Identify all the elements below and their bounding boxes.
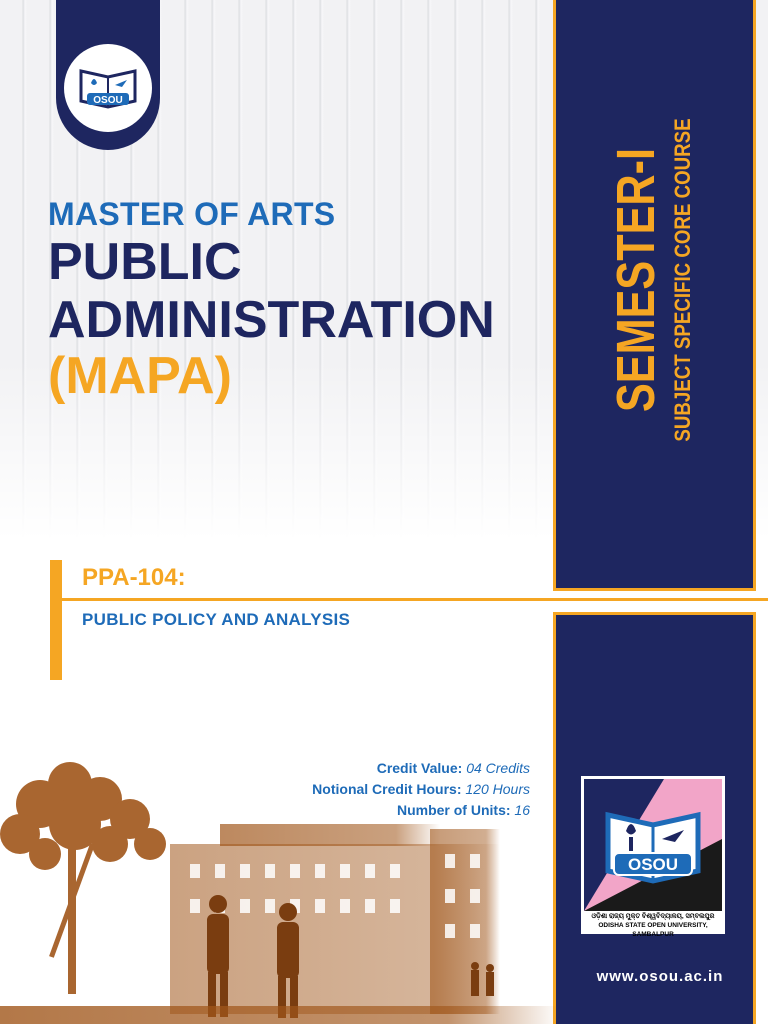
program-title-line1: PUBLIC (48, 233, 242, 291)
program-title-line2: ADMINISTRATION (48, 291, 495, 349)
notional-hours: 120 Hours (465, 781, 530, 797)
osou-emblem-icon (584, 779, 722, 911)
website-link[interactable]: www.osou.ac.in (596, 968, 724, 985)
course-code: PPA-104: (82, 564, 186, 591)
logo-text: OSOU (93, 95, 123, 106)
accent-bar (50, 560, 62, 680)
program-title-block (48, 196, 495, 404)
campus-illustration (0, 744, 560, 1024)
units-value: 16 (514, 802, 530, 818)
credit-value: 04 Credits (466, 760, 530, 776)
units-label: Number of Units: (396, 802, 511, 818)
credit-value-label: Credit Value: (376, 760, 463, 776)
university-caption (584, 912, 722, 939)
osou-logo-icon (64, 44, 152, 132)
top-logo-badge (56, 0, 160, 150)
semester-label-group (608, 90, 696, 470)
semester-label: SEMESTER-I (606, 147, 666, 413)
course-type-label: SUBJECT SPECIFIC CORE COURSE (670, 118, 695, 442)
program-abbreviation: (MAPA) (48, 347, 232, 405)
university-logo-box (581, 776, 725, 938)
divider-line (50, 598, 768, 601)
notional-hours-label: Notional Credit Hours: (312, 781, 462, 797)
university-caption-english: ODISHA STATE OPEN UNIVERSITY, SAMBALPUR (598, 922, 708, 938)
course-name: PUBLIC POLICY AND ANALYSIS (82, 610, 351, 629)
emblem-text: OSOU (627, 855, 679, 874)
program-subtitle: MASTER OF ARTS (48, 196, 336, 232)
university-caption-odia: ଓଡ଼ିଶା ରାଜ୍ୟ ମୁକ୍ତ ବିଶ୍ୱବିଦ୍ୟାଳୟ, ସମ୍ବଲପୁର (591, 913, 715, 920)
